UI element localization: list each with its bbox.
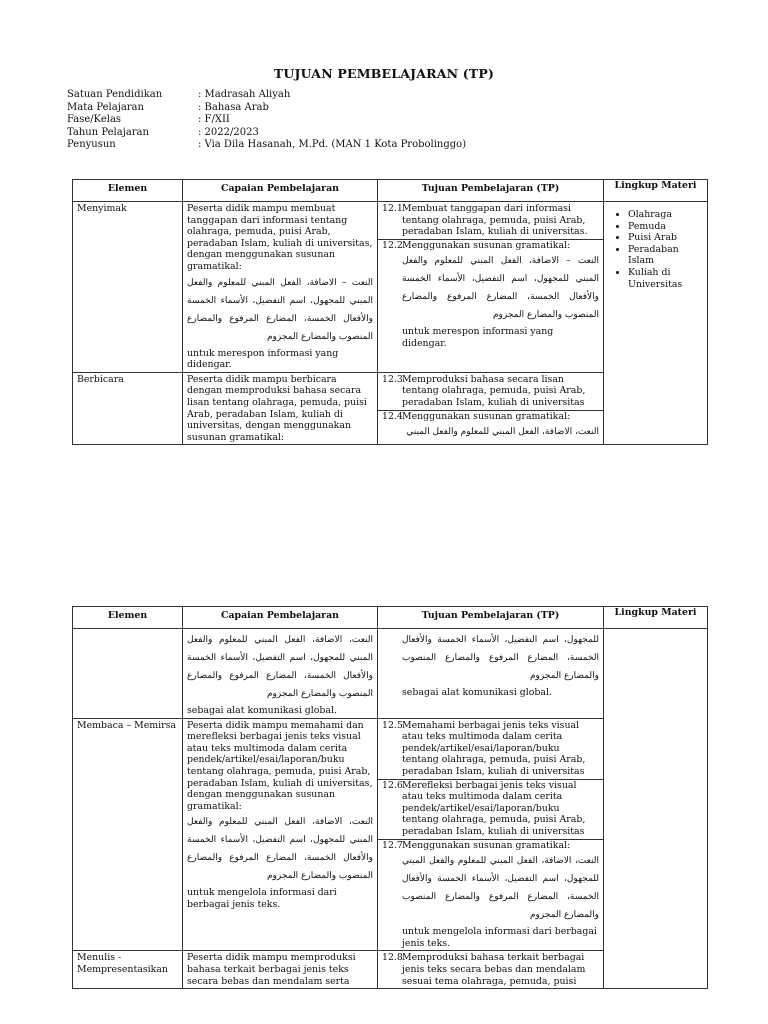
table-header-row [73,607,708,629]
header-elemen: Elemen [73,180,183,202]
header-capaian: Capaian Pembelajaran [183,180,378,202]
document-meta [67,89,466,152]
tp-item [382,202,599,239]
meta-label: Tahun Pelajaran [67,126,149,138]
tp-item [382,240,599,351]
tp-number: 12.2 [382,239,403,251]
header-elemen: Elemen [73,607,183,629]
tujuan-cell [378,951,604,989]
meta-row [67,89,466,102]
tp-text: Menggunakan susunan gramatikal: [402,239,571,251]
lingkup-item: • Kuliah di Universitas [628,267,703,290]
header-tujuan: Tujuan Pembelajaran (TP) [378,180,604,202]
cp-end: untuk merespon informasi yang didengar. [187,347,339,371]
tp-table-2 [72,606,708,989]
tp-end: untuk merespon informasi yang didengar. [402,326,554,349]
meta-row [67,139,466,152]
tp-text: Memproduksi bahasa terkait berbagai jenis teks secara bebas dan mendalam sesuai tema olahraga, pemuda, puisi [402,952,586,987]
tujuan-cell [378,202,604,373]
tp-number: 12.5 [382,719,403,731]
meta-value: : Madrasah Aliyah [198,89,291,100]
lingkup-cell [604,629,708,989]
tp-end: untuk mengelola informasi dari berbagai jenis teks. [402,926,597,949]
tp-item [382,411,599,445]
meta-value: : F/XII [198,114,230,126]
tp-item [382,952,599,987]
elemen-cell: Berbicara [73,372,183,445]
capaian-cell [183,718,378,951]
lingkup-item: • Olahraga [628,209,703,221]
lingkup-item: • Puisi Arab [628,232,703,244]
capaian-cell: Peserta didik mampu memproduksi bahasa terkait berbagai jenis teks secara bebas dan mendalam serta [183,951,378,989]
elemen-cell: Membaca – Memirsa [73,718,183,951]
cp-end: sebagai alat komunikasi global. [187,705,338,716]
tp-text: Memproduksi bahasa secara lisan tentang olahraga, pemuda, puisi Arab, peradaban Islam, kuliah di universitas [402,373,586,408]
lingkup-item: • Pemuda [628,221,703,233]
tp-arabic: النعت، الاضافة، الفعل المبني للمعلوم والفعل المبني للمجهول، اسم التفضيل، الأسماء الخمسة والأفعال الخمسة، المضارع المرفوع والمضارع المنصوب والمضارع المجزوم [402,856,599,921]
tp-arabic: النعت، الاضافة، الفعل المبني للمعلوم والفعل المبني [406,427,599,438]
lingkup-cell [604,202,708,445]
tujuan-cell [378,718,604,951]
tp-text: Menggunakan susunan gramatikal: [402,839,571,851]
meta-label: Mata Pelajaran [67,101,144,113]
tp-table-1 [72,179,708,445]
tp-text: Merefleksi berbagai jenis teks visual atau teks multimoda dalam cerita pendek/artikel/esai/laporan/buku tentang olahraga, pemuda, puisi Arab, peradaban Islam, kuliah di universitas [402,779,586,837]
header-capaian: Capaian Pembelajaran [183,607,378,629]
tp-item [382,373,599,410]
meta-value: : Bahasa Arab [198,101,269,113]
lingkup-item: • Peradaban Islam [628,244,703,267]
cp-end: untuk mengelola informasi dari berbagai jenis teks. [187,887,337,910]
tp-item [382,719,599,779]
meta-label: Penyusun [67,139,116,151]
tp-number: 12.8 [382,952,403,964]
elemen-cell: Menulis - Mempresentasikan [73,951,183,989]
tp-arabic: للمجهول، اسم التفضيل، الأسماء الخمسة والأفعال الخمسة، المضارع المرفوع والمضارع المنصوب والمضارع المجزوم [402,635,599,681]
tp-number: 12.4 [382,410,403,422]
tp-arabic: النعت – الاضافة، الفعل المبني للمعلوم والفعل المبني للمجهول، اسم التفضيل، الأسماء الخمسة والأفعال الخمسة، المضارع المرفوع والمضارع المنصوب والمضارع المجزوم [402,256,599,321]
tp-item [382,840,599,951]
meta-value: : 2022/2023 [198,126,259,138]
capaian-cell: Peserta didik mampu berbicara dengan memproduksi bahasa secara lisan tentang olahraga, pemuda, puisi Arab, peradaban Islam, kuliah di universitas, dengan menggunakan susunan gramatikal: [183,372,378,445]
meta-row [67,127,466,140]
capaian-cell [183,202,378,373]
tp-text: Membuat tanggapan dari informasi tentang olahraga, pemuda, puisi Arab, peradaban Islam, kuliah di universitas. [402,203,588,238]
table-header-row [73,180,708,202]
cp-text: Peserta didik mampu memahami dan merefleksi berbagai jenis teks visual atau teks multimoda dalam cerita pendek/artikel/esai/laporan/buku tentang olahraga, pemuda, puisi Arab, peradaban Islam, kuliah di universitas, dengan menggunakan susunan gramatikal: [187,719,373,812]
elemen-cell: Menyimak [73,202,183,373]
capaian-cell [183,629,378,719]
cp-text: Peserta didik mampu membuat tanggapan dari informasi tentang olahraga, pemuda, puisi Arab, peradaban Islam, kuliah di universitas, dengan menggunakan susunan gramatikal: [187,203,373,272]
tujuan-cell [378,629,604,719]
tp-text: Menggunakan susunan gramatikal: [402,410,571,422]
meta-value: : Via Dila Hasanah, M.Pd. (MAN 1 Kota Probolinggo) [198,139,467,151]
header-tujuan: Tujuan Pembelajaran (TP) [378,607,604,629]
table-row [73,202,708,373]
tp-number: 12.3 [382,373,403,385]
tp-number: 12.7 [382,839,403,851]
tujuan-cell [378,372,604,445]
meta-row [67,114,466,127]
tp-end: sebagai alat komunikasi global. [402,687,553,698]
header-lingkup: Lingkup Materi [604,607,708,629]
elemen-cell [73,629,183,719]
cp-arabic: النعت، الاضافة، الفعل المبني للمعلوم والفعل المبني للمجهول، اسم التفضيل، الأسماء الخمسة والأفعال الخمسة، المضارع المرفوع والمضارع المنصوب والمضارع المجزوم [187,635,373,699]
document-title: TUJUAN PEMBELAJARAN (TP) [273,66,495,81]
tp-item [382,780,599,839]
meta-row [67,102,466,115]
lingkup-list [608,209,703,290]
header-lingkup: Lingkup Materi [604,180,708,202]
table-row [73,629,708,719]
tp-number: 12.1 [382,203,403,214]
cp-arabic: النعت، الاضافة، الفعل المبني للمعلوم والفعل المبني للمجهول، اسم التفضيل، الأسماء الخمسة والأفعال الخمسة، المضارع المرفوع والمضارع المنصوب والمضارع المجزوم [187,817,373,882]
meta-label: Satuan Pendidikan [67,89,163,100]
cp-arabic: النعت – الاضافة، الفعل المبني للمعلوم والفعل المبني للمجهول، اسم التفضيل، الأسماء الخمسة والأفعال الخمسة، المضارع المرفوع والمضارع المنصوب والمضارع المجزوم [187,277,373,342]
meta-label: Fase/Kelas [67,114,122,126]
tp-number: 12.6 [382,779,403,791]
tp-text: Memahami berbagai jenis teks visual atau teks multimoda dalam cerita pendek/artikel/esai/laporan/buku tentang olahraga, pemuda, puisi Arab, peradaban Islam, kuliah di universitas [402,719,586,777]
